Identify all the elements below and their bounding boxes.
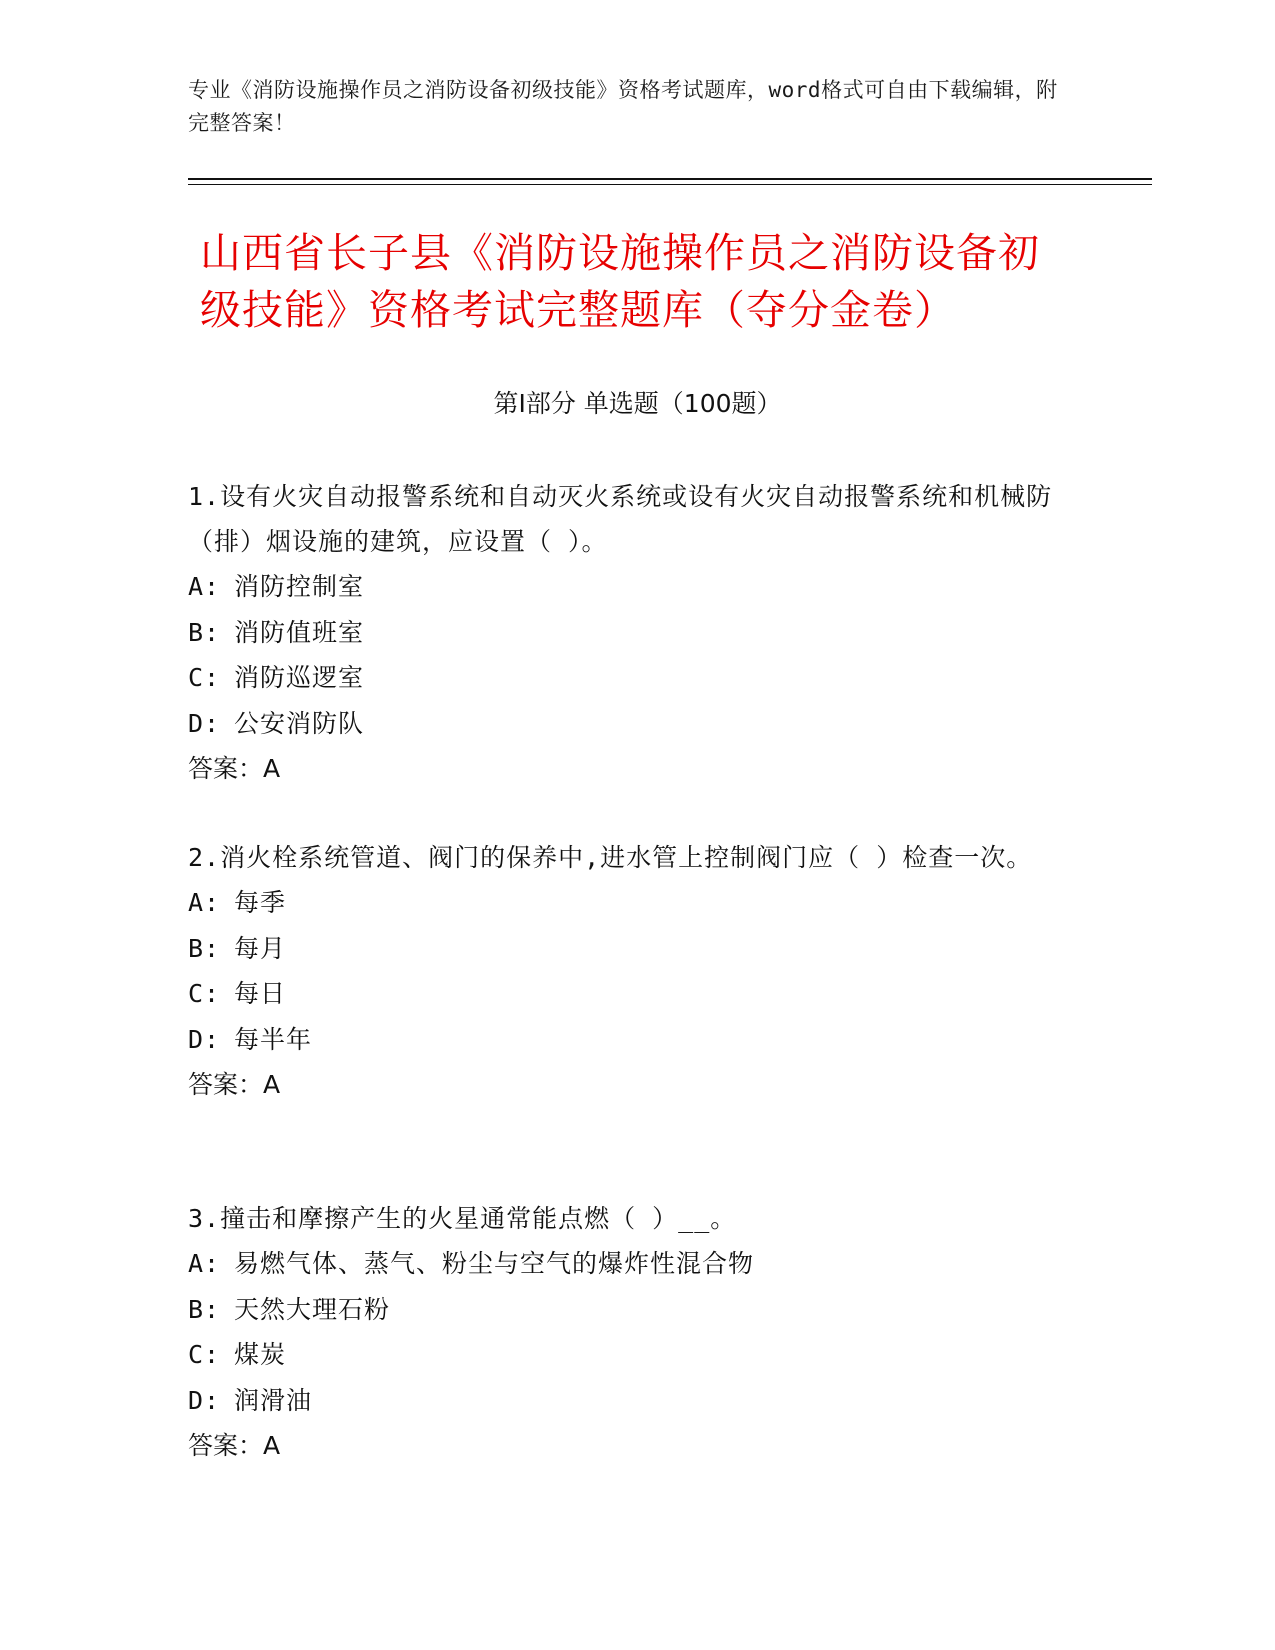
option-text: 煤炭	[234, 1340, 287, 1369]
question-stem: 3.撞击和摩擦产生的火星通常能点燃（ ）__。	[188, 1204, 737, 1233]
option-letter: C:	[188, 1340, 221, 1369]
answer: 答案：A	[188, 1431, 281, 1460]
question-stem: 2.消火栓系统管道、阀门的保养中,进水管上控制阀门应（ ）检查一次。	[188, 843, 1033, 872]
option-text: 每季	[234, 888, 287, 917]
option-b	[188, 926, 1088, 972]
option-letter: B:	[188, 933, 221, 963]
question-3	[188, 1196, 1088, 1468]
option-text: 每月	[234, 933, 287, 963]
answer: 答案：A	[188, 754, 281, 783]
header-divider-thin	[188, 184, 1152, 185]
option-a	[188, 564, 1088, 610]
option-c	[188, 655, 1088, 701]
option-d	[188, 1017, 1088, 1063]
option-text: 天然大理石粉	[234, 1294, 391, 1324]
option-letter: A:	[188, 888, 221, 917]
option-d	[188, 1378, 1088, 1424]
option-letter: C:	[188, 979, 221, 1008]
option-letter: D:	[188, 1024, 221, 1054]
option-letter: B:	[188, 1294, 221, 1324]
option-letter: D:	[188, 708, 221, 738]
option-letter: A:	[188, 1249, 221, 1278]
option-c	[188, 1332, 1088, 1378]
option-text: 消防控制室	[234, 572, 365, 601]
option-letter: C:	[188, 663, 221, 692]
option-b	[188, 610, 1088, 656]
section-heading: 第I部分 单选题（100题）	[493, 389, 782, 418]
document-title: 山西省长子县《消防设施操作员之消防设备初级技能》资格考试完整题库（夺分金卷）	[200, 229, 1040, 334]
option-text: 润滑油	[234, 1385, 313, 1415]
header-divider-thick	[188, 178, 1152, 180]
option-d	[188, 701, 1088, 747]
option-letter: D:	[188, 1385, 221, 1415]
option-text: 公安消防队	[234, 708, 365, 738]
option-c	[188, 971, 1088, 1017]
question-stem: 1.设有火灾自动报警系统和自动灭火系统或设有火灾自动报警系统和机械防（排）烟设施的建筑，应设置（ ）。	[188, 482, 1053, 556]
question-2	[188, 835, 1088, 1107]
header-note: 专业《消防设施操作员之消防设备初级技能》资格考试题库，word格式可自由下载编辑，附完整答案！	[188, 78, 1058, 135]
answer: 答案：A	[188, 1070, 281, 1099]
option-letter: A:	[188, 572, 221, 601]
option-text: 易燃气体、蒸气、粉尘与空气的爆炸性混合物	[234, 1249, 755, 1278]
question-1	[188, 474, 1088, 791]
option-a	[188, 1241, 1088, 1287]
option-letter: B:	[188, 617, 221, 647]
option-text: 每日	[234, 979, 287, 1008]
option-a	[188, 880, 1088, 926]
option-text: 每半年	[234, 1024, 313, 1054]
option-text: 消防值班室	[234, 617, 365, 647]
option-b	[188, 1287, 1088, 1333]
option-text: 消防巡逻室	[234, 663, 365, 692]
